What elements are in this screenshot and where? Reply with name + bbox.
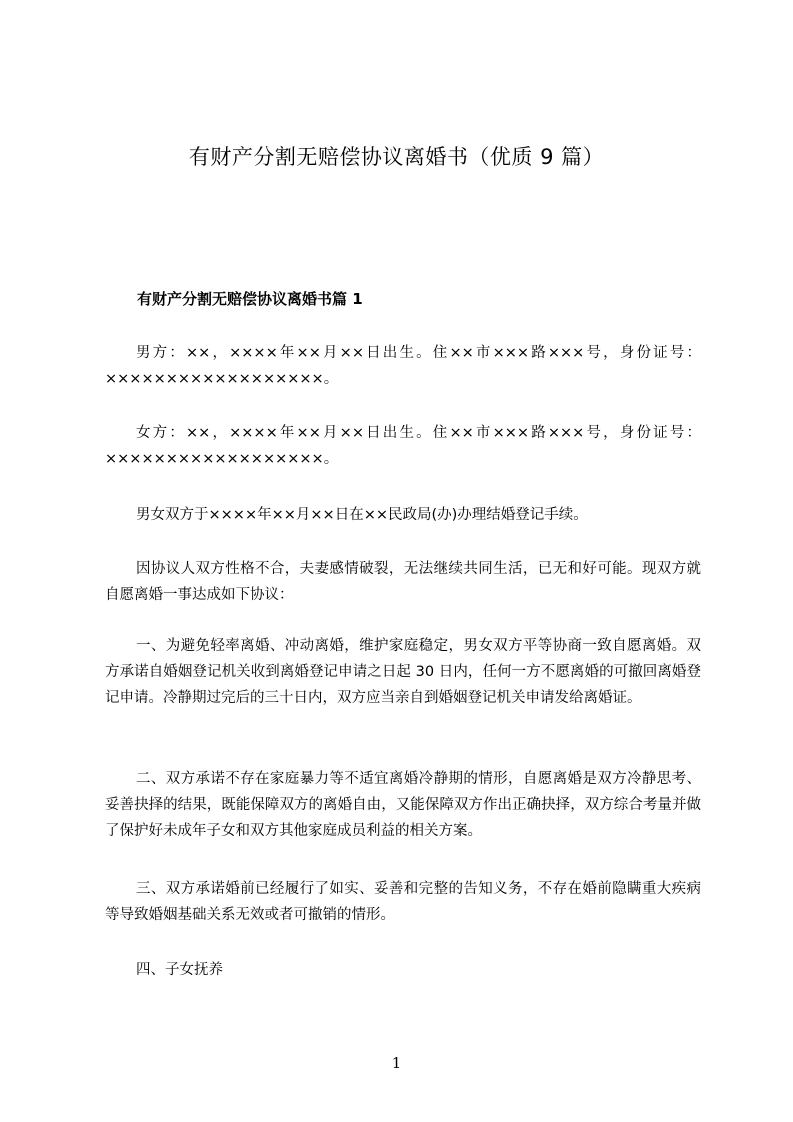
section-heading: 有财产分割无赔偿协议离婚书篇 1: [137, 290, 363, 308]
paragraph-clause-2: 二、双方承诺不存在家庭暴力等不适宜离婚冷静期的情形，自愿离婚是双方冷静思考、妥善抉择的结果，既能保障双方的离婚自由，又能保障双方作出正确抉择，双方综合考量并做了保护好未成年子女和双方其他家庭成员利益的相关方案。: [105, 771, 701, 839]
paragraph-male-party: 男方：××，××××年××月××日出生。住××市×××路×××号，身份证号：××××××××××××××××××。: [105, 345, 701, 387]
paragraph-clause-4-heading: 四、子女抚养: [136, 962, 223, 978]
page-number: 1: [391, 1054, 402, 1072]
paragraph-marriage-registration: 男女双方于××××年××月××日在××民政局(办)办理结婚登记手续。: [136, 507, 588, 523]
paragraph-female-party: 女方：××，××××年××月××日出生。住××市×××路×××号，身份证号：××××××××××××××××××。: [105, 425, 701, 467]
document-title: 有财产分割无赔偿协议离婚书（优质 9 篇）: [188, 145, 605, 169]
paragraph-clause-3: 三、双方承诺婚前已经履行了如实、妥善和完整的告知义务，不存在婚前隐瞒重大疾病等导致婚姻基础关系无效或者可撤销的情形。: [105, 881, 701, 923]
paragraph-divorce-reason: 因协议人双方性格不合，夫妻感情破裂，无法继续共同生活，已无和好可能。现双方就自愿离婚一事达成如下协议：: [105, 561, 701, 603]
paragraph-clause-1: 一、为避免轻率离婚、冲动离婚，维护家庭稳定，男女双方平等协商一致自愿离婚。双方承诺自婚姻登记机关收到离婚登记申请之日起 30 日内，任何一方不愿离婚的可撤回离婚登记申请。冷静期过完后的三十日内，双方应当亲自到婚姻登记机关申请发给离婚证。: [105, 638, 701, 706]
